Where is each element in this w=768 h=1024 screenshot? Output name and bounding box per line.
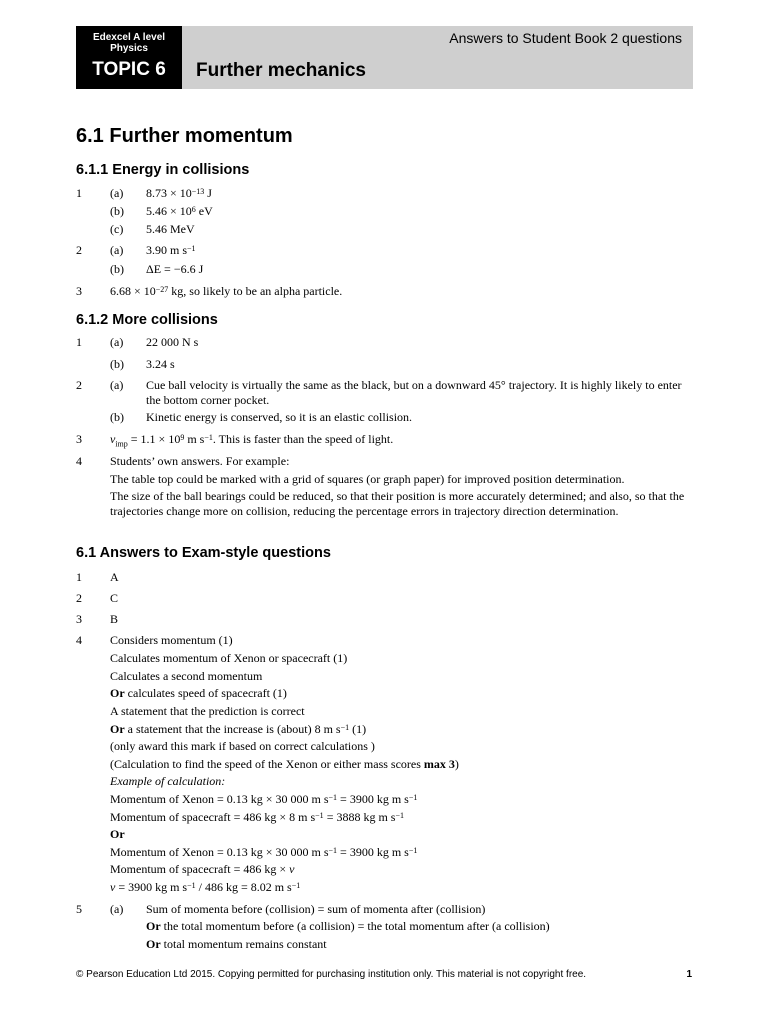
board-label: Edexcel A level Physics [92, 32, 166, 54]
question-number: 2 [76, 243, 82, 257]
answer-text: Momentum of spacecraft = 486 kg × v [110, 862, 295, 876]
question-number: 2 [76, 378, 82, 392]
answer-text: C [110, 591, 119, 605]
answer-text: (only award this mark if based on correct calculations ) [110, 739, 375, 753]
part-label: (a) [110, 186, 124, 200]
question-number: 2 [76, 591, 82, 605]
answer-text: The table top could be marked with a grid of squares (or graph paper) for improved position determination. [110, 472, 625, 486]
answer-text: 3.24 s [146, 357, 175, 371]
question-number: 4 [76, 454, 82, 468]
answer-text: v = 3900 kg m $s^{-1} / 486$ kg = 8.02 m $s^{-1}$ [110, 880, 301, 894]
answer-text: $6.68 \times 10^{-27}$ kg, so likely to be an alpha particle. [110, 284, 343, 298]
part-label: (b) [110, 410, 124, 424]
answer-text: Or a statement that the increase is (about) 8 m $s^{-1}$ (1) [110, 722, 367, 736]
answer-text: Momentum of spacecraft = 486 kg × 8 m $s^{-1} = 3888$ kg m $s^{-1}$ [110, 810, 404, 824]
answer-text: Or [110, 827, 125, 841]
answer-text: A [110, 570, 119, 584]
topic-title: Further mechanics [196, 60, 366, 81]
answer-text: Or calculates speed of spacecraft (1) [110, 686, 287, 700]
answer-text: Momentum of Xenon = 0.13 kg × 30 000 m $s^{-1} = 3900$ kg m $s^{-1}$ [110, 845, 418, 859]
answer-text: Calculates momentum of Xenon or spacecraft (1) [110, 651, 348, 665]
question-number: 3 [76, 284, 82, 298]
answer-text: Students’ own answers. For example: [110, 454, 290, 468]
answer-text: ΔE = −6.6 J [146, 262, 204, 276]
answer-text: The size of the ball bearings could be reduced, so that their position is more accurately determined; and also, so that the trajectories change more on collision, reducing the percentage errors in trajectory direction determination. [110, 489, 685, 518]
heading-6-1-1: 6.1.1 Energy in collisions [76, 162, 250, 178]
heading-exam-style: 6.1 Answers to Exam-style questions [76, 545, 331, 561]
question-number: 3 [76, 612, 82, 626]
question-number: 1 [76, 186, 82, 200]
question-number: 3 [76, 432, 82, 446]
answer-text: $v_{imp} = 1.1 \times 10^9$ m $s^{-1}$. This is faster than the speed of light. [110, 432, 394, 449]
answer-text: Calculates a second momentum [110, 669, 263, 683]
part-label: (a) [110, 243, 124, 257]
answer-text: Or the total momentum before (a collision) = the total momentum after (a collision) [146, 919, 550, 933]
topic-label: TOPIC 6 [92, 59, 166, 80]
answer-text: Kinetic energy is conserved, so it is an elastic collision. [146, 410, 413, 424]
answer-text: 3.90 m $s^{-1}$ [146, 243, 196, 257]
part-label: (a) [110, 378, 124, 392]
question-number: 1 [76, 570, 82, 584]
answer-text: (Calculation to find the speed of the Xenon or either mass scores max 3) [110, 757, 459, 771]
part-label: (b) [110, 204, 124, 218]
answer-text: Considers momentum (1) [110, 633, 233, 647]
answer-text: $8.73 \times 10^{-13}$ J [146, 186, 212, 200]
answer-text: Momentum of Xenon = 0.13 kg × 30 000 m $s^{-1} = 3900$ kg m $s^{-1}$ [110, 792, 418, 806]
answer-text: Sum of momenta before (collision) = sum of momenta after (collision) [146, 902, 486, 916]
part-label: (b) [110, 357, 124, 371]
answer-text: 5.46 MeV [146, 222, 195, 236]
answer-text: B [110, 612, 119, 626]
heading-6-1-2: 6.1.2 More collisions [76, 312, 218, 328]
section-title: 6.1 Further momentum [76, 125, 293, 147]
answer-text: $5.46 \times 10^6$ eV [146, 204, 213, 218]
answer-text: 22 000 N s [146, 335, 199, 349]
question-number: 1 [76, 335, 82, 349]
page-number: 1 [686, 969, 692, 980]
part-label: (a) [110, 335, 124, 349]
part-label: (c) [110, 222, 124, 236]
question-number: 4 [76, 633, 82, 647]
part-label: (a) [110, 902, 124, 916]
answers-title: Answers to Student Book 2 questions [449, 30, 682, 46]
part-label: (b) [110, 262, 124, 276]
answer-text: A statement that the prediction is correct [110, 704, 305, 718]
question-number: 5 [76, 902, 82, 916]
answer-text: Example of calculation: [110, 774, 226, 788]
answer-text: Or total momentum remains constant [146, 937, 327, 951]
answer-text: Cue ball velocity is virtually the same as the black, but on a downward 45° trajectory. It is highly likely to enter the bottom corner pocket. [146, 378, 682, 407]
footer-copyright: © Pearson Education Ltd 2015. Copying permitted for purchasing institution only. This material is not copyright free. [76, 969, 587, 980]
